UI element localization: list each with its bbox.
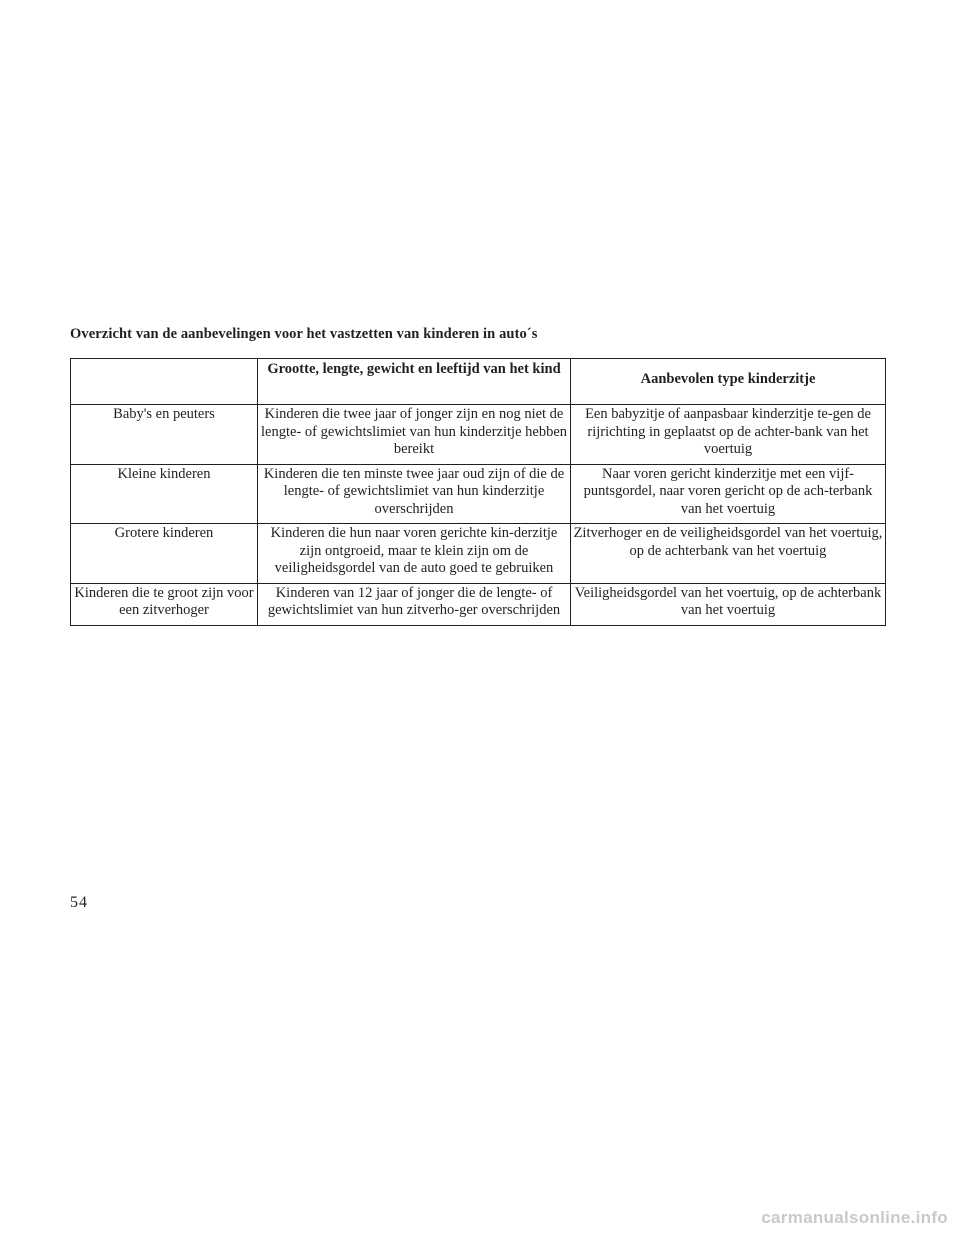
child-restraint-table [70, 358, 886, 626]
row-recommendation-cell: Een babyzitje of aanpasbaar kinderzitje te-gen de rijrichting in geplaatst op de achter-bank van het voertuig [571, 405, 886, 465]
table-row [71, 405, 886, 465]
table-title: Overzicht van de aanbevelingen voor het vastzetten van kinderen in auto´s [70, 326, 538, 342]
row-group-cell: Baby's en peuters [71, 405, 258, 465]
row-criteria-cell: Kinderen die twee jaar of jonger zijn en nog niet de lengte- of gewichtslimiet van hun kinderzitje hebben bereikt [258, 405, 571, 465]
row-group-cell: Grotere kinderen [71, 524, 258, 584]
row-group-cell: Kinderen die te groot zijn voor een zitverhoger [71, 583, 258, 625]
watermark-text: carmanualsonline.info [761, 1208, 948, 1227]
table-row [71, 583, 886, 625]
table-row [71, 524, 886, 584]
header-size-age: Grootte, lengte, gewicht en leeftijd van het kind [258, 359, 571, 405]
row-recommendation-cell: Zitverhoger en de veiligheidsgordel van het voertuig, op de achterbank van het voertuig [571, 524, 886, 584]
row-recommendation-cell: Naar voren gericht kinderzitje met een vijf-puntsgordel, naar voren gericht op de ach-terbank van het voertuig [571, 464, 886, 524]
row-criteria-cell: Kinderen die ten minste twee jaar oud zijn of die de lengte- of gewichtslimiet van hun kinderzitje overschrijden [258, 464, 571, 524]
row-recommendation-cell: Veiligheidsgordel van het voertuig, op de achterbank van het voertuig [571, 583, 886, 625]
table-row [71, 464, 886, 524]
row-criteria-cell: Kinderen van 12 jaar of jonger die de lengte- of gewichtslimiet van hun zitverho-ger overschrijden [258, 583, 571, 625]
row-criteria-cell: Kinderen die hun naar voren gerichte kin-derzitje zijn ontgroeid, maar te klein zijn om de veiligheidsgordel van de auto goed te gebruiken [258, 524, 571, 584]
header-empty-cell [71, 359, 258, 405]
header-recommended-seat: Aanbevolen type kinderzitje [571, 359, 886, 405]
table-header-row [71, 359, 886, 405]
row-group-cell: Kleine kinderen [71, 464, 258, 524]
page-number: 54 [70, 894, 88, 911]
